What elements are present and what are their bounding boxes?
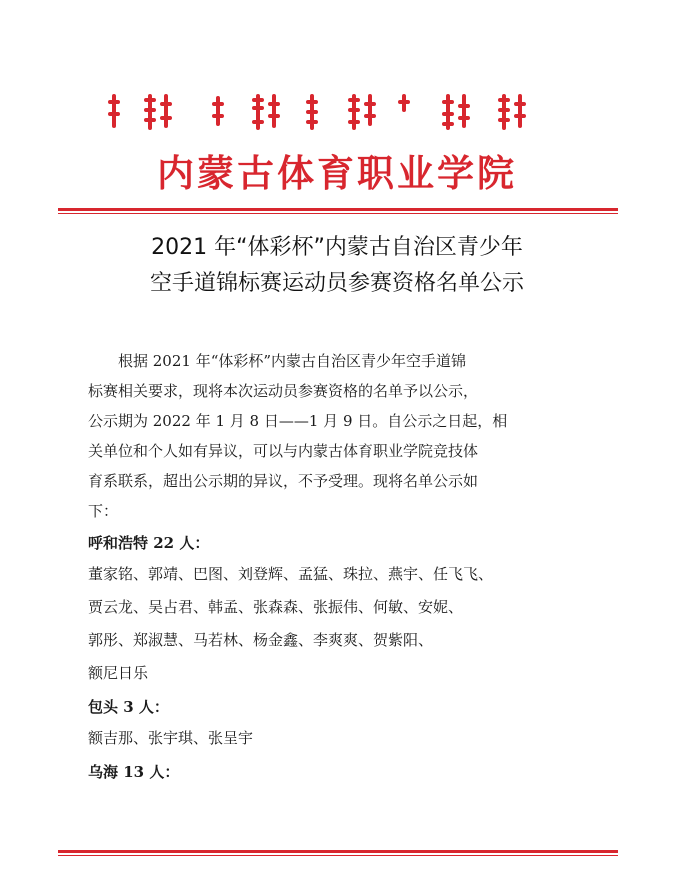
hohhot-names-line-4: 额尼日乐: [88, 664, 149, 682]
hohhot-names-line-1: 董家铭、郭靖、巴图、刘登辉、孟猛、珠拉、燕宇、任飞飞、: [88, 565, 494, 583]
hohhot-heading: 呼和浩特 22 人：: [88, 534, 210, 552]
title-line-1: 2021 年“体彩杯”内蒙古自治区青少年: [151, 235, 523, 260]
intro-line-2: 标赛相关要求，现将本次运动员参赛资格的名单予以公示，: [88, 382, 479, 400]
divider-thick-line: [58, 850, 618, 853]
intro-line-3: 公示期为 2022 年 1 月 8 日——1 月 9 日。自公示之日起，相: [88, 412, 508, 430]
divider-thin-line: [58, 213, 618, 214]
title-line-2: 空手道锦标赛运动员参赛资格名单公示: [149, 271, 524, 296]
footer-divider: [58, 850, 618, 856]
wuhai-heading: 乌海 13 人：: [88, 763, 180, 781]
mongolian-script-logo: [108, 92, 528, 132]
document-body: [88, 346, 578, 787]
baotou-names: [88, 722, 578, 755]
hohhot-names-line-2: 贾云龙、吴占君、韩孟、张森森、张振伟、何敏、安妮、: [88, 598, 464, 616]
divider-thin-line: [58, 855, 618, 856]
document-title: [0, 230, 674, 302]
baotou-heading: 包头 3 人：: [88, 698, 169, 716]
organization-name: 内蒙古体育职业学院: [157, 152, 517, 195]
divider-thick-line: [58, 208, 618, 211]
intro-line-5: 育系联系，超出公示期的异议，不予受理。现将名单公示如: [88, 472, 479, 490]
mongolian-script-logo: [108, 92, 528, 132]
letterhead-divider: [58, 208, 618, 214]
intro-line-4: 关单位和个人如有异议，可以与内蒙古体育职业学院竞技体: [88, 442, 479, 460]
intro-line-6: 下：: [88, 502, 119, 520]
hohhot-names: [88, 558, 578, 690]
baotou-names-line-1: 额吉那、张宇琪、张呈宇: [88, 729, 254, 747]
intro-line-1: 根据 2021 年“体彩杯”内蒙古自治区青少年空手道锦: [118, 352, 467, 370]
hohhot-names-line-3: 郭彤、郑淑慧、马若林、杨金鑫、李爽爽、贺紫阳、: [88, 631, 434, 649]
